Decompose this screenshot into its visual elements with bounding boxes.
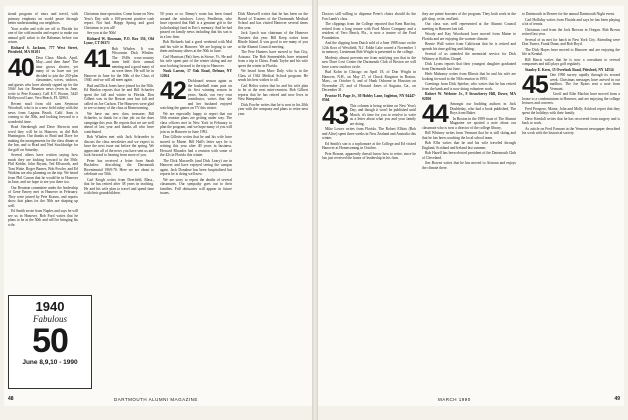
paragraph: Christmas card from the Jack Browns in Oregon. Bob Brown retired last year. xyxy=(522,27,620,36)
class-year-number: 41 xyxy=(84,44,110,73)
paragraph: Our Reunion committee under the leadership of Gene Emery met in Hanover in February. They were joined by Pete Krauss, and reports show that plans for the 50th are shaping up well. xyxy=(8,185,78,208)
page-footer: MARCH 1990 xyxy=(438,397,471,402)
signoff xyxy=(84,37,154,46)
paragraph xyxy=(84,44,154,83)
paragraph xyxy=(160,79,232,111)
page-number: 48 xyxy=(8,396,14,402)
paragraph: Pete Bourne, apparently doesn't know how to retire, since he has just received the honor of leadership in his firm. xyxy=(322,151,416,160)
signoff-text: Proctor H. Page Jr., 30 Hobby Lane, Ingleton, NY 04447-0564 xyxy=(322,93,416,102)
paragraph: In Boston in the 1989 issue of The Alumni Magazine we spotted a note about our classmate who is now a director of the college library. xyxy=(422,116,516,130)
page-footer: DARTMOUTH ALUMNI MAGAZINE xyxy=(114,397,198,402)
paragraph: As article on Fred Farnum in the Vermont newspaper described his work with the historical society. xyxy=(522,126,620,135)
paragraph: We heard from Marv Daly, who is in the Class of 1942 Medical School program. He sends his best wishes to all. xyxy=(238,69,308,82)
paragraph: Dick Fowler writes that he is now in his 20th year with the company and plans to retire next year. xyxy=(238,102,308,116)
signoff-text: Richard S. Jackson, 777 West Street, Pittsfield, MA 01201 xyxy=(8,45,78,54)
paragraph: Bob Richards had a good weekend with Mal and his wife in Hanover. We are hoping to see them and many others at the 50th in June. xyxy=(160,40,232,53)
paragraph: Greetings from Dick Spieker, who writes that he has retired from the bank and is now doing volunteer work. xyxy=(422,82,516,91)
paragraph: Doctors still willing to dispense Peter's chairs should do the Fan Lamb's class. xyxy=(322,12,416,21)
paragraph: We are especially happy to report that our 50th reunion plans are getting under way. The class officers met in New York in February to plan the program, and we hope many of you will join us in Hanover in June 1992. xyxy=(160,111,232,134)
paragraph: Bob Hazell has been elected president of the Dartmouth Club of Cleveland. xyxy=(422,151,516,160)
class-year-number: 44 xyxy=(422,100,448,128)
paragraph-text: Bob Whalen. It was Wisconsin Dick Whalen. The 1940s cross-country team held their annual meeting and a good many of us were there. He will be in Hanover in June for the 50th of the Class of 1940, and we will all meet again. xyxy=(84,46,154,82)
paragraph-text: Dear Class: March, April, May—and then June! The time grows shorter, yet many of us have not yet decided to join the 250-plus classmates, wives, widows, and guests who have already signed up for the 50th! Just for Reunion news (even in June, write to Pete Krauss). Call E.T. Brown, 5445 Hollywood Lane, Vero Beach, FL 32963. xyxy=(8,55,78,100)
paragraph: Bernie Wall writes from California that he is retired and spends his time golfing and fishing. xyxy=(422,42,516,51)
paragraph xyxy=(8,53,78,101)
left-column-2 xyxy=(84,12,154,396)
paragraph: Bob Whalen met with Jack Schroeder to discuss the class newsletter and we expect to have the next issue out before the spring. We appreciate all of the news you have sent us and look forward to hearing from more of you. xyxy=(84,135,154,157)
paragraph: they are prime boosters of the program. They both work in the gift shop, write, and knit. xyxy=(422,12,516,21)
paragraph: Ed Smith wrote from Naples and says he will see us in Hanover. Bob Ford writes that he plans to be at the 50th and will be bringing his wife. xyxy=(8,209,78,227)
paragraph: to Dartmouth in Denver for the annual Dartmouth Night event. xyxy=(522,12,615,16)
ad-dates: June 8,9,10 - 1990 xyxy=(22,359,78,366)
paragraph: Ed Smith's son is a sophomore at the College and Ed visited Hanover at Homecoming in October. xyxy=(322,141,416,150)
ad-fabulous: Fabulous xyxy=(32,314,67,324)
paragraph: Peter has received a letter from Sarah Buckelew describing the Dartmouth Bicentennial 1969-70. Here we are about to celebrate our 50th. xyxy=(84,158,154,176)
paragraph: 50 years or so. Benny's room has been found around the windows. Leroy Pendleton, who have reported that Hall is a genuine gift to the (scholarship) fund in Eric's memory. And he had passed on family news including that his son is in a law firm. xyxy=(160,12,232,39)
ad-fifty: 50 xyxy=(32,322,68,360)
paragraph: Dick Maxwell writes that he has been on the Board of Trustees of the Dartmouth Medical School and has visited Hanover several times this year. xyxy=(238,12,308,30)
paragraph-text: Dickboard season again as the basketball team puts on its first winning season in years. Sarah, our very own contributor, writes that she and her husband enjoyed watching the games on TV this winter. xyxy=(160,79,232,110)
paragraph: Several of us met for lunch in New York City. Attending were Don Turner, Frank Dunn, and Bob Boyd. xyxy=(522,37,620,46)
paragraph: Jim Rowen writes that he has moved to Arizona and enjoys the climate there. xyxy=(422,161,516,170)
paragraph-text: Amongst our budding authors in Jack Doubleday, who had a book published, The Boys from Baker. xyxy=(449,102,516,115)
class-year-number: 45 xyxy=(522,71,548,99)
paragraph: Mike Lower writes from Florida. The Robert Elliots (Bob and Alice) spent three weeks in New Zealand and Australia this winter. xyxy=(322,127,416,140)
paragraph: See you at the 50th! xyxy=(87,31,117,35)
signoff xyxy=(8,46,78,55)
paragraph: Fred Prospero, Maine, John and Molly Ashford report that they spent the holidays with their family. xyxy=(522,106,620,115)
right-column-1 xyxy=(322,12,416,396)
paragraph: Our class was well represented at the Alumni Council meeting in Hanover last fall. xyxy=(422,22,516,31)
paragraph: Several others have written saying how much they are looking forward to the 50th: Phil Kidder, John Bryant, Ted Ellsworth, and Tom Waite. Roger Barnes, Bob Fowler, and Ed Watkins are also planning on the trip. We heard from Phil Curran that he would be in Hanover in June, and we hope to see you there too. xyxy=(8,153,78,184)
right-column-2 xyxy=(422,12,516,396)
signoff-text: Richard W. Bowman, P.O. Box 336, Old Lyme, CT 06371 xyxy=(84,36,154,45)
right-column-3 xyxy=(522,12,620,396)
paragraph: Bill Whitney writes from Vermont that he is still skiing and that he has been coaching the local school team. xyxy=(422,131,516,140)
paragraph: Brad Sternbergh and Dave Sherwin sent word they will be in Hanover, as did Bob Huntington. Our thanks to Brad and Dave for making the arrangements for the class dinner at the Inn, and to Brad and Ned Stockbridge for the golf on Saturday. xyxy=(8,125,78,152)
paragraph: Your scribe and wife are off to Florida for one of the cold months and expect to make our annual golf safari to the Bahamas before our return. xyxy=(8,26,78,44)
paragraph: The Dick Hayes have moved to Hanover and are enjoying the life at Kendal. xyxy=(522,47,620,56)
paragraph xyxy=(322,101,416,130)
paragraph: And the clipping from Dutch sold of a June 1988 issue on the 12th floor of Westfield, N.J. Eddie Lake roared a November 1 in memory. Lieutenant Bob Wright is presented to the college. xyxy=(322,41,416,54)
signoff xyxy=(522,68,620,73)
paragraph: tional program of tours and travel, with primary emphasis on world peace through better understanding our neighbors. xyxy=(8,12,78,25)
paragraph: Bud and Dick Jones have joined for the 50th. Ed Hanlon reports that he and Bill Schaefer spent the fall and winter in Florida. Don Gilbert was in the Boston area last fall and called on Joe Carlson. The Hanovers were glad to see so many of the class at Homecoming. xyxy=(84,83,154,110)
paragraph: Dave Kendall writes that he has recovered from surgery and is back to work. xyxy=(522,116,620,125)
class-year-number: 40 xyxy=(8,53,34,82)
signoff-text: Robert W. Webster Jr., 9 Strawberry Hill, Dover, MA 02030 xyxy=(422,92,516,101)
paragraph: Several of us attended the memorial service for Dick Whitney at Rollins Chapel. xyxy=(422,52,516,61)
paragraph: Woody and Kay Woodward have moved from Maine to Florida and are enjoying the warmer climate. xyxy=(422,32,516,41)
paragraph: The clippings from the College reported that Kent Barclay, retired from a long tenure with Ford Motor Company and a resident of Vero Beach, Fla., is now a trustee of the Ford Foundation. xyxy=(322,22,416,40)
paragraph: We are sorry to report the deaths of several classmates. Our sympathy goes out to their families. Full obituaries will appear in future issues. xyxy=(160,177,232,195)
paragraph: Modesty almost prevents me from notifying you that in the new Dave Lovi Center the Dartmouth Club of Boston we will have a new outdoor circle. xyxy=(322,55,416,69)
right-page xyxy=(318,6,624,406)
paragraph: Carl Harrison (Pat) lives in Stowe, Vt. He and his wife spent part of the winter skiing and are now looking forward to the trip to Hanover. xyxy=(160,54,232,68)
paragraph-text: This column is being written on New Year's Day, and though it won't be published until March, it's time for you to resolve to write us a letter about what you and your family are doing. xyxy=(349,103,416,126)
paragraph: Dick Lyons reports that their youngest daughter graduated from Dartmouth last June. xyxy=(422,62,516,71)
ad-year: 1940 xyxy=(35,299,65,314)
paragraph: Bob Ellis writes that he and his wife traveled through England, Scotland and Ireland last summer. xyxy=(422,141,516,150)
paragraph: Herb Mahoney writes from Illinois that he and his wife are looking forward to the 50th reunion in 1993. xyxy=(422,72,516,81)
paragraph: Bill Harris writes that he is now a consultant to several companies and still plays golf regularly. xyxy=(522,57,620,66)
paragraph: Carl Krogh writes from Deerfield, Mass., that he has retired after 38 years in teaching. He and his wife plan to travel and spend time with their grandchildren. xyxy=(84,177,154,195)
signoff-text: Nook Larsen, 17 Oak Road, Delmar, NY 12054 xyxy=(160,69,232,78)
paragraph: Don Gillette writes that he and his wife have moved to Maine. Bill Hall's letter says he is retiring this year after 40 years in business. Howard Rhoades had a reunion with some of the 42s in Florida this winter. xyxy=(160,135,232,157)
paragraph-text: One 1990 survey rapidly through its second week. Christmas messages have arrived in our mailbox. The Joe Ryans sent a note from Vermont. xyxy=(549,73,620,91)
paragraph: The Dick Maxwells (and Dick Leary) are in Hanover and have enjoyed seeing the campus again. Jack Donahue has been hospitalized but reports he is doing well now. xyxy=(160,158,232,176)
class-year-number: 42 xyxy=(160,77,186,105)
paragraph: Recent mail from old sam Seymour Woodruff, who is in a new field today with the news from Laguna Beach, Calif. Sam is coming to the 50th, and looking forward to a wonderful time. xyxy=(8,101,78,124)
paragraph: Carl Holliday writes from Florida and says he has been playing a lot of tennis. xyxy=(522,17,620,26)
class-year-number: 43 xyxy=(322,101,348,130)
signoff-text: Stanley E. Kern, 15 Overlook Road, Pittsford, NY 14534 xyxy=(525,67,614,72)
paragraph: We have our new class treasurer, Bill Schaefer, to thank for a fine job on the dues campaign this year. He reports that we are well ahead of last year and thanks all who have contributed. xyxy=(84,111,154,134)
left-column-3 xyxy=(160,12,232,396)
paragraph: Geoff and Edie Machin have moved from a house to a condominium in Hanover, and are enjoying the college lectures and concerts. xyxy=(522,92,620,105)
paragraph: The Pete Hunters have moved to Sun City, Arizona. The Bob Sonnenfelds have returned from a trip to China. Frank Taylor and his wife spent the winter in Florida. xyxy=(238,50,308,68)
left-column-4 xyxy=(238,12,308,396)
paragraph: Christmas time operation. Come home on New Year's Day with a 100-percent positive cash report. Not bad. Happy Spring and good Christmas to you all! xyxy=(84,12,154,30)
paragraph: Carl Heliot writes that he and his wife plan to be at the next mini-reunion. Bob Gilbert reports that he has retired and now lives in New Hampshire. xyxy=(238,83,308,101)
paragraph: Jack Lynch was chairman of the Hanover Trustees this year. Bill Keep writes from Rhode Island. It was good to see many of you at the Alumni Council meeting. xyxy=(238,31,308,49)
page-number: 49 xyxy=(614,396,620,402)
paragraph: Bud Kohn in Chicago on April 18, of Don Wright in Hanover, N.H., on May 27, of Chuck Kingston in Boston, Mass., on October 6, and of Hank Osborne in Houston on November 25, and of Howard Jones of Augusta, Ga., on December 31. xyxy=(322,70,416,92)
reunion-ad-box xyxy=(8,295,92,389)
